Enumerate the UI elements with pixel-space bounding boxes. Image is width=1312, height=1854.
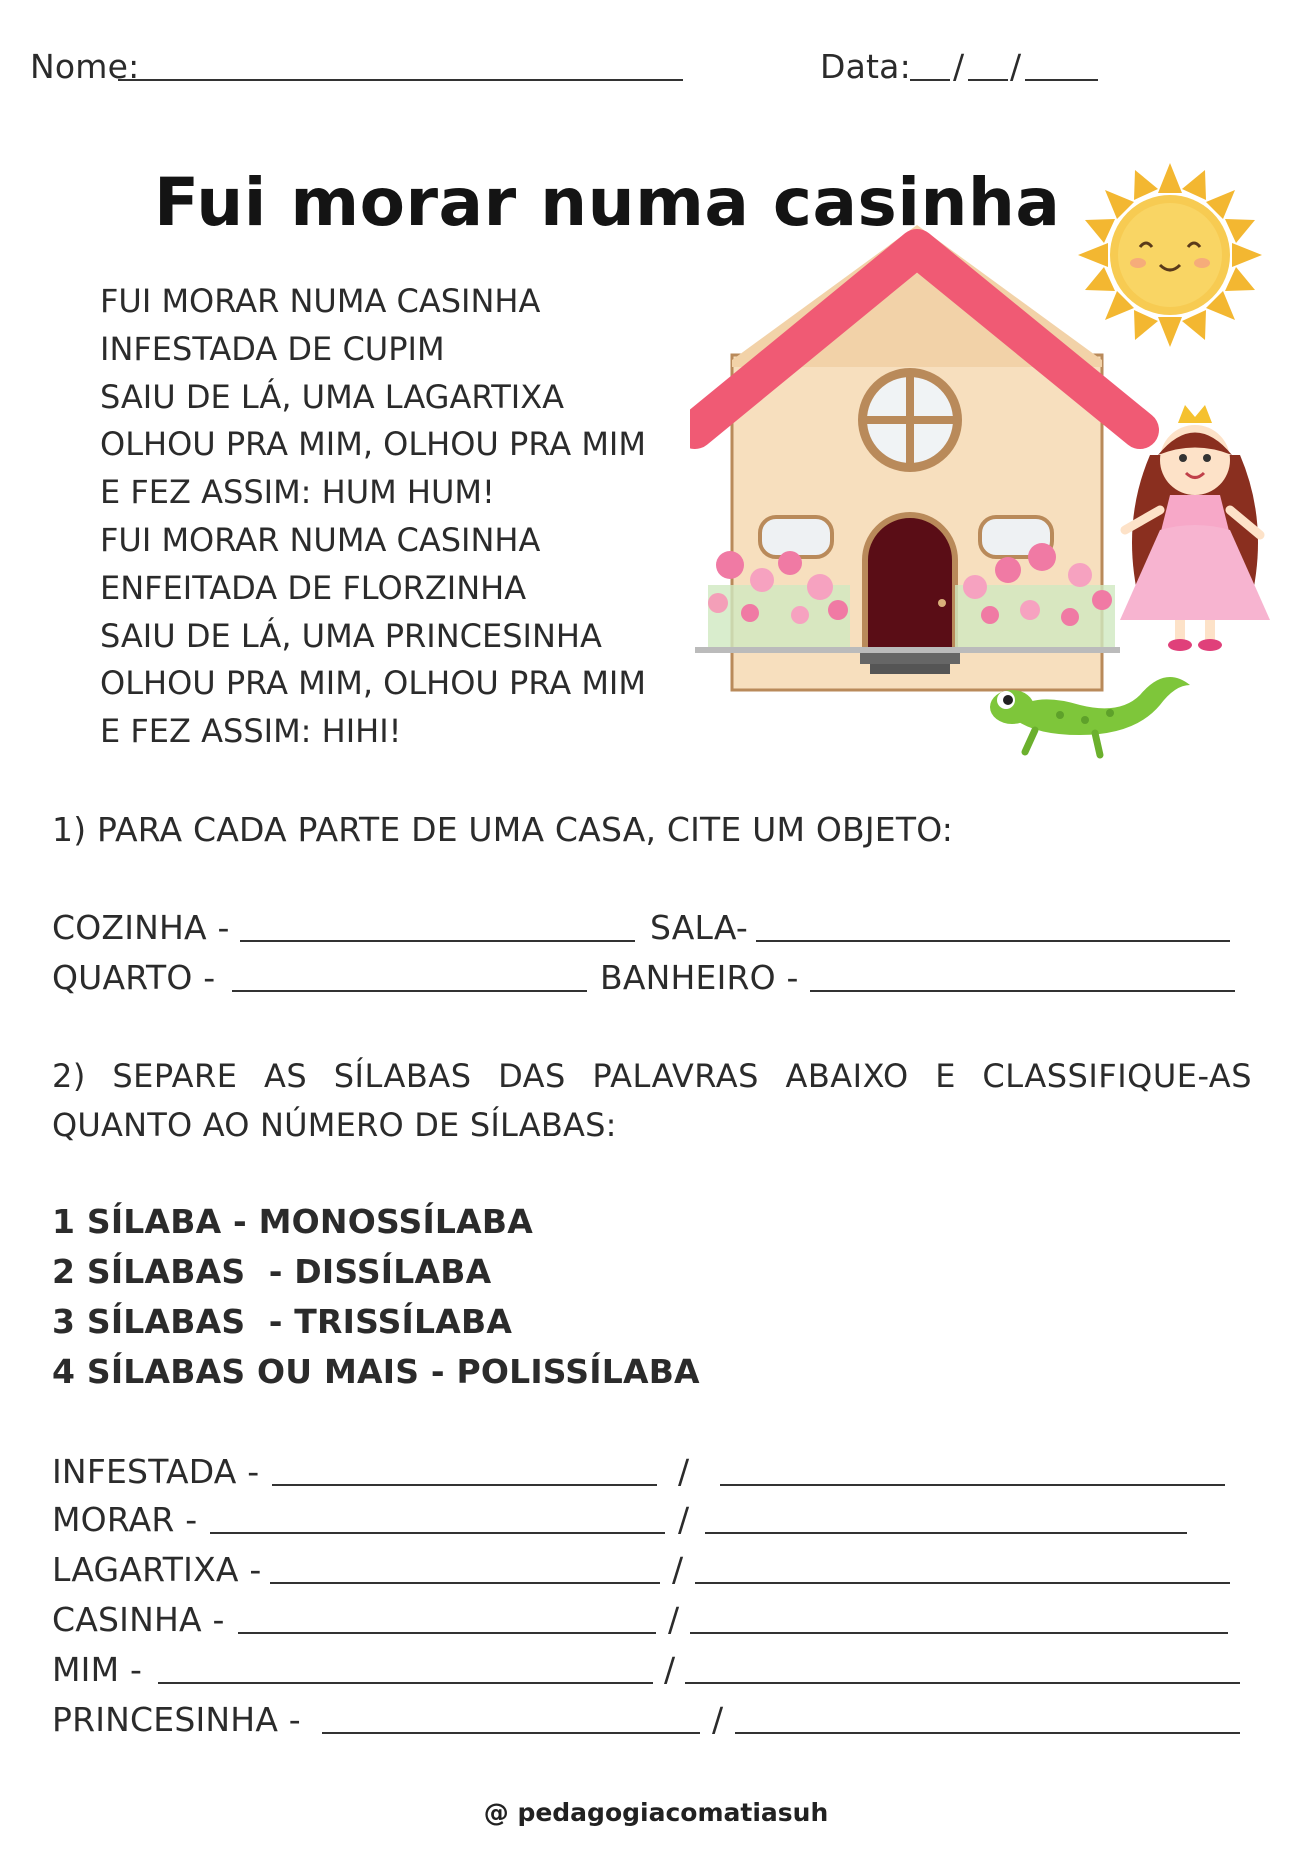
legend-item: 2 SÍLABAS - DISSÍLABA	[52, 1252, 492, 1291]
date-month-field[interactable]	[968, 79, 1008, 81]
classification-answer[interactable]	[685, 1682, 1240, 1684]
date-separator: /	[953, 47, 965, 86]
poem-line: INFESTADA DE CUPIM	[100, 329, 445, 368]
sun-icon	[1078, 163, 1262, 347]
illustration	[690, 155, 1290, 770]
classification-answer[interactable]	[695, 1582, 1230, 1584]
poem	[100, 278, 646, 756]
name-label: Nome:	[30, 47, 140, 86]
syllable-answer[interactable]	[272, 1484, 657, 1486]
poem-line: FUI MORAR NUMA CASINHA	[100, 282, 541, 320]
q1-answer-banheiro[interactable]	[810, 990, 1235, 992]
slash: /	[712, 1700, 724, 1739]
legend-item: 4 SÍLABAS OU MAIS - POLISSÍLABA	[52, 1352, 700, 1391]
syllable-answer[interactable]	[158, 1682, 653, 1684]
word-label: INFESTADA -	[52, 1452, 260, 1491]
q1-label-banheiro: BANHEIRO -	[600, 958, 799, 997]
legend-item: 3 SÍLABAS - TRISSÍLABA	[52, 1302, 513, 1341]
date-separator: /	[1010, 47, 1022, 86]
q1-label-cozinha: COZINHA -	[52, 908, 230, 947]
watermark: @ pedagogiacomatiasuh	[483, 1798, 829, 1827]
date-year-field[interactable]	[1025, 79, 1098, 81]
q1-answer-sala[interactable]	[756, 940, 1230, 942]
classification-answer[interactable]	[690, 1632, 1228, 1634]
classification-answer[interactable]	[735, 1732, 1240, 1734]
poem-line: FUI MORAR NUMA CASINHA	[100, 520, 541, 559]
syllable-answer[interactable]	[210, 1532, 665, 1534]
q2-prompt-line1: 2) SEPARE AS SÍLABAS DAS PALAVRAS ABAIXO E CLASSIFIQUE-AS	[52, 1057, 1252, 1095]
poem-line: ENFEITADA DE FLORZINHA	[100, 568, 527, 607]
name-field[interactable]	[118, 79, 683, 81]
poem-line: E FEZ ASSIM: HIHI!	[100, 712, 402, 751]
slash: /	[678, 1500, 690, 1539]
poem-line: SAIU DE LÁ, UMA LAGARTIXA	[100, 377, 565, 416]
q1-answer-quarto[interactable]	[232, 990, 587, 992]
poem-line: OLHOU PRA MIM, OLHOU PRA MIM	[100, 425, 646, 464]
word-label: PRINCESINHA -	[52, 1700, 301, 1739]
word-label: LAGARTIXA -	[52, 1550, 262, 1589]
q1-label-sala: SALA-	[650, 908, 749, 947]
syllable-legend	[52, 1197, 700, 1397]
classification-answer[interactable]	[705, 1532, 1187, 1534]
q2-prompt-line2: QUANTO AO NÚMERO DE SÍLABAS:	[52, 1106, 617, 1144]
word-label: MIM -	[52, 1650, 143, 1689]
syllable-answer[interactable]	[270, 1582, 660, 1584]
word-label: MORAR -	[52, 1500, 198, 1539]
poem-line: E FEZ ASSIM: HUM HUM!	[100, 473, 495, 512]
slash: /	[678, 1452, 690, 1491]
poem-line: OLHOU PRA MIM, OLHOU PRA MIM	[100, 664, 646, 703]
poem-line: SAIU DE LÁ, UMA PRINCESINHA	[100, 616, 602, 655]
q1-answer-cozinha[interactable]	[240, 940, 635, 942]
q1-prompt: 1) PARA CADA PARTE DE UMA CASA, CITE UM OBJETO:	[52, 810, 954, 849]
slash: /	[672, 1550, 684, 1589]
date-day-field[interactable]	[910, 79, 950, 81]
syllable-answer[interactable]	[238, 1632, 656, 1634]
syllable-answer[interactable]	[322, 1732, 700, 1734]
page-title: Fui morar numa casinha	[154, 164, 1061, 241]
house-icon	[695, 225, 1140, 690]
legend-item: 1 SÍLABA - MONOSSÍLABA	[52, 1202, 533, 1241]
word-label: CASINHA -	[52, 1600, 225, 1639]
classification-answer[interactable]	[720, 1484, 1225, 1486]
q1-label-quarto: QUARTO -	[52, 958, 216, 997]
slash: /	[668, 1600, 680, 1639]
slash: /	[664, 1650, 676, 1689]
date-label: Data:	[820, 47, 911, 86]
